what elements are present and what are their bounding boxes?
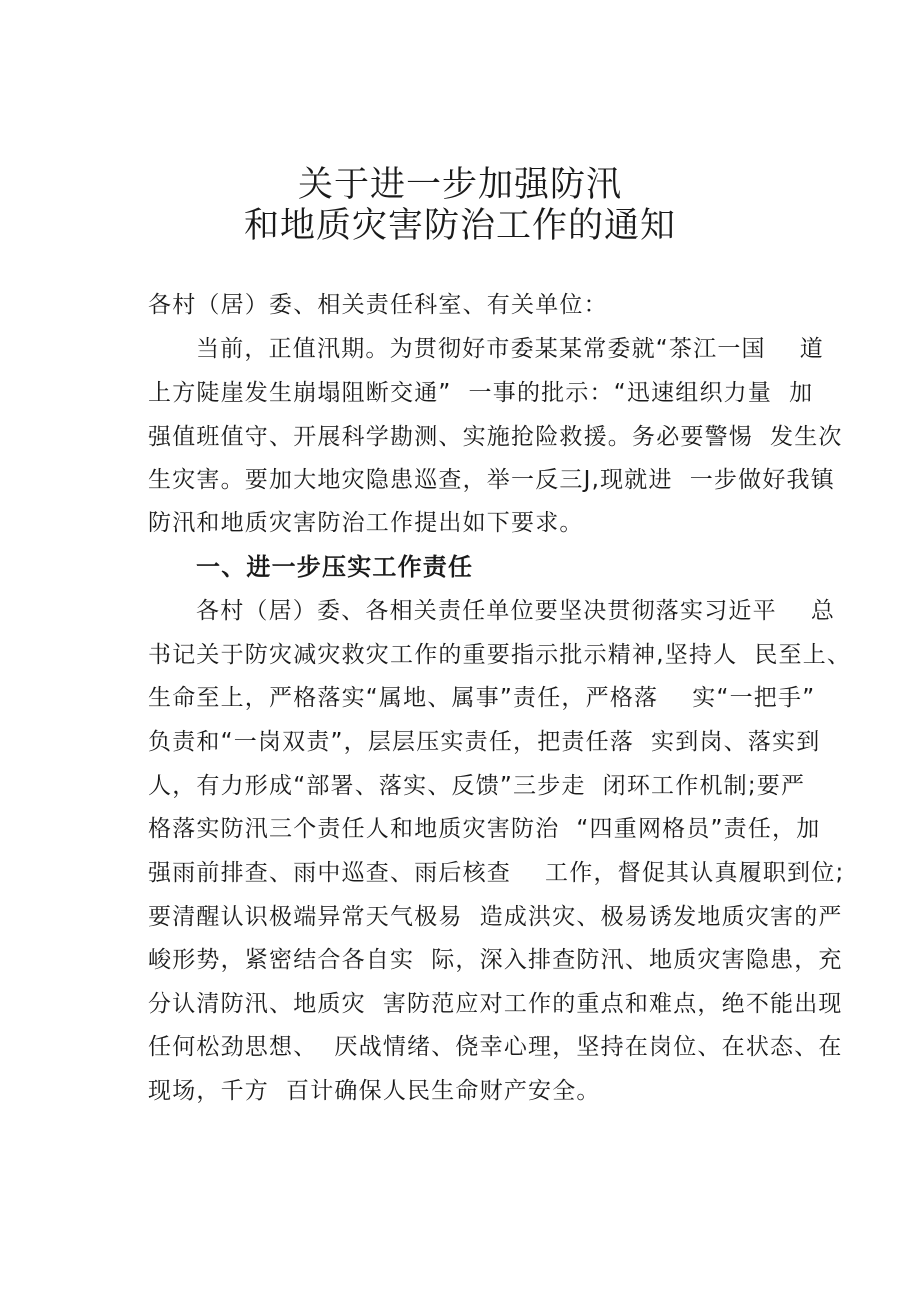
paragraph-2-line: 峻形势，紧密结合各自实 际，深入排查防汛、地质灾害隐患，充 <box>148 947 843 973</box>
paragraph-2-line: 现场，千方 百计确保人民生命财产安全。 <box>148 1078 601 1104</box>
salutation: 各村（居）委、相关责任科室、有关单位： <box>148 292 608 318</box>
paragraph-2-line: 格落实防汛三个责任人和地质灾害防治 “四重网格员”责任，加 <box>148 816 821 842</box>
paragraph-2-line: 负责和“一岗双责”，层层压实责任，把责任落 实到岗、落实到 <box>148 729 821 755</box>
paragraph-2-line: 任何松劲思想、 厌战情绪、侥幸心理，坚持在岗位、在状态、在 <box>148 1034 843 1060</box>
paragraph-2-line: 书记关于防灾减灾救灾工作的重要指示批示精神,坚持人 民至上、 <box>148 642 852 668</box>
paragraph-1-line: 防汛和地质灾害防治工作提出如下要求。 <box>148 510 584 536</box>
paragraph-2-line: 分认清防汛、地质灾 害防范应对工作的重点和难点，绝不能出现 <box>148 991 843 1017</box>
paragraph-1-line: 上方陡崖发生崩塌阻断交通” 一事的批示：“迅速组织力量 加 <box>148 380 814 406</box>
paragraph-1-line: 强值班值守、开展科学勘测、实施抢险救援。务必要警惕 发生次 <box>148 424 843 450</box>
paragraph-1-line: 生灾害。要加大地灾隐患巡查，举一反三J,现就进 一步做好我镇 <box>148 467 835 493</box>
paragraph-2-line: 各村（居）委、各相关责任单位要坚决贯彻落实习近平 总 <box>196 598 836 624</box>
section-heading-1: 一、进一步压实工作责任 <box>196 553 474 581</box>
document-title-line-1: 关于进一步加强防汛 <box>297 165 622 205</box>
paragraph-1-line: 当前，正值汛期。为贯彻好市委某某常委就“茶江一国 道 <box>196 336 824 362</box>
paragraph-2-line: 生命至上，严格落实“属地、属事”责任，严格落 实“一把手” <box>148 685 816 711</box>
paragraph-2-line: 强雨前排查、雨中巡查、雨后核查 工作，督促其认真履职到位; <box>148 860 845 886</box>
paragraph-2-line: 人，有力形成“部署、落实、反馈”三步走 闭环工作机制;要严 <box>148 773 806 799</box>
document-title-line-2: 和地质灾害防治工作的通知 <box>243 206 676 246</box>
paragraph-2-line: 要清醒认识极端异常天气极易 造成洪灾、极易诱发地质灾害的严 <box>148 904 843 930</box>
